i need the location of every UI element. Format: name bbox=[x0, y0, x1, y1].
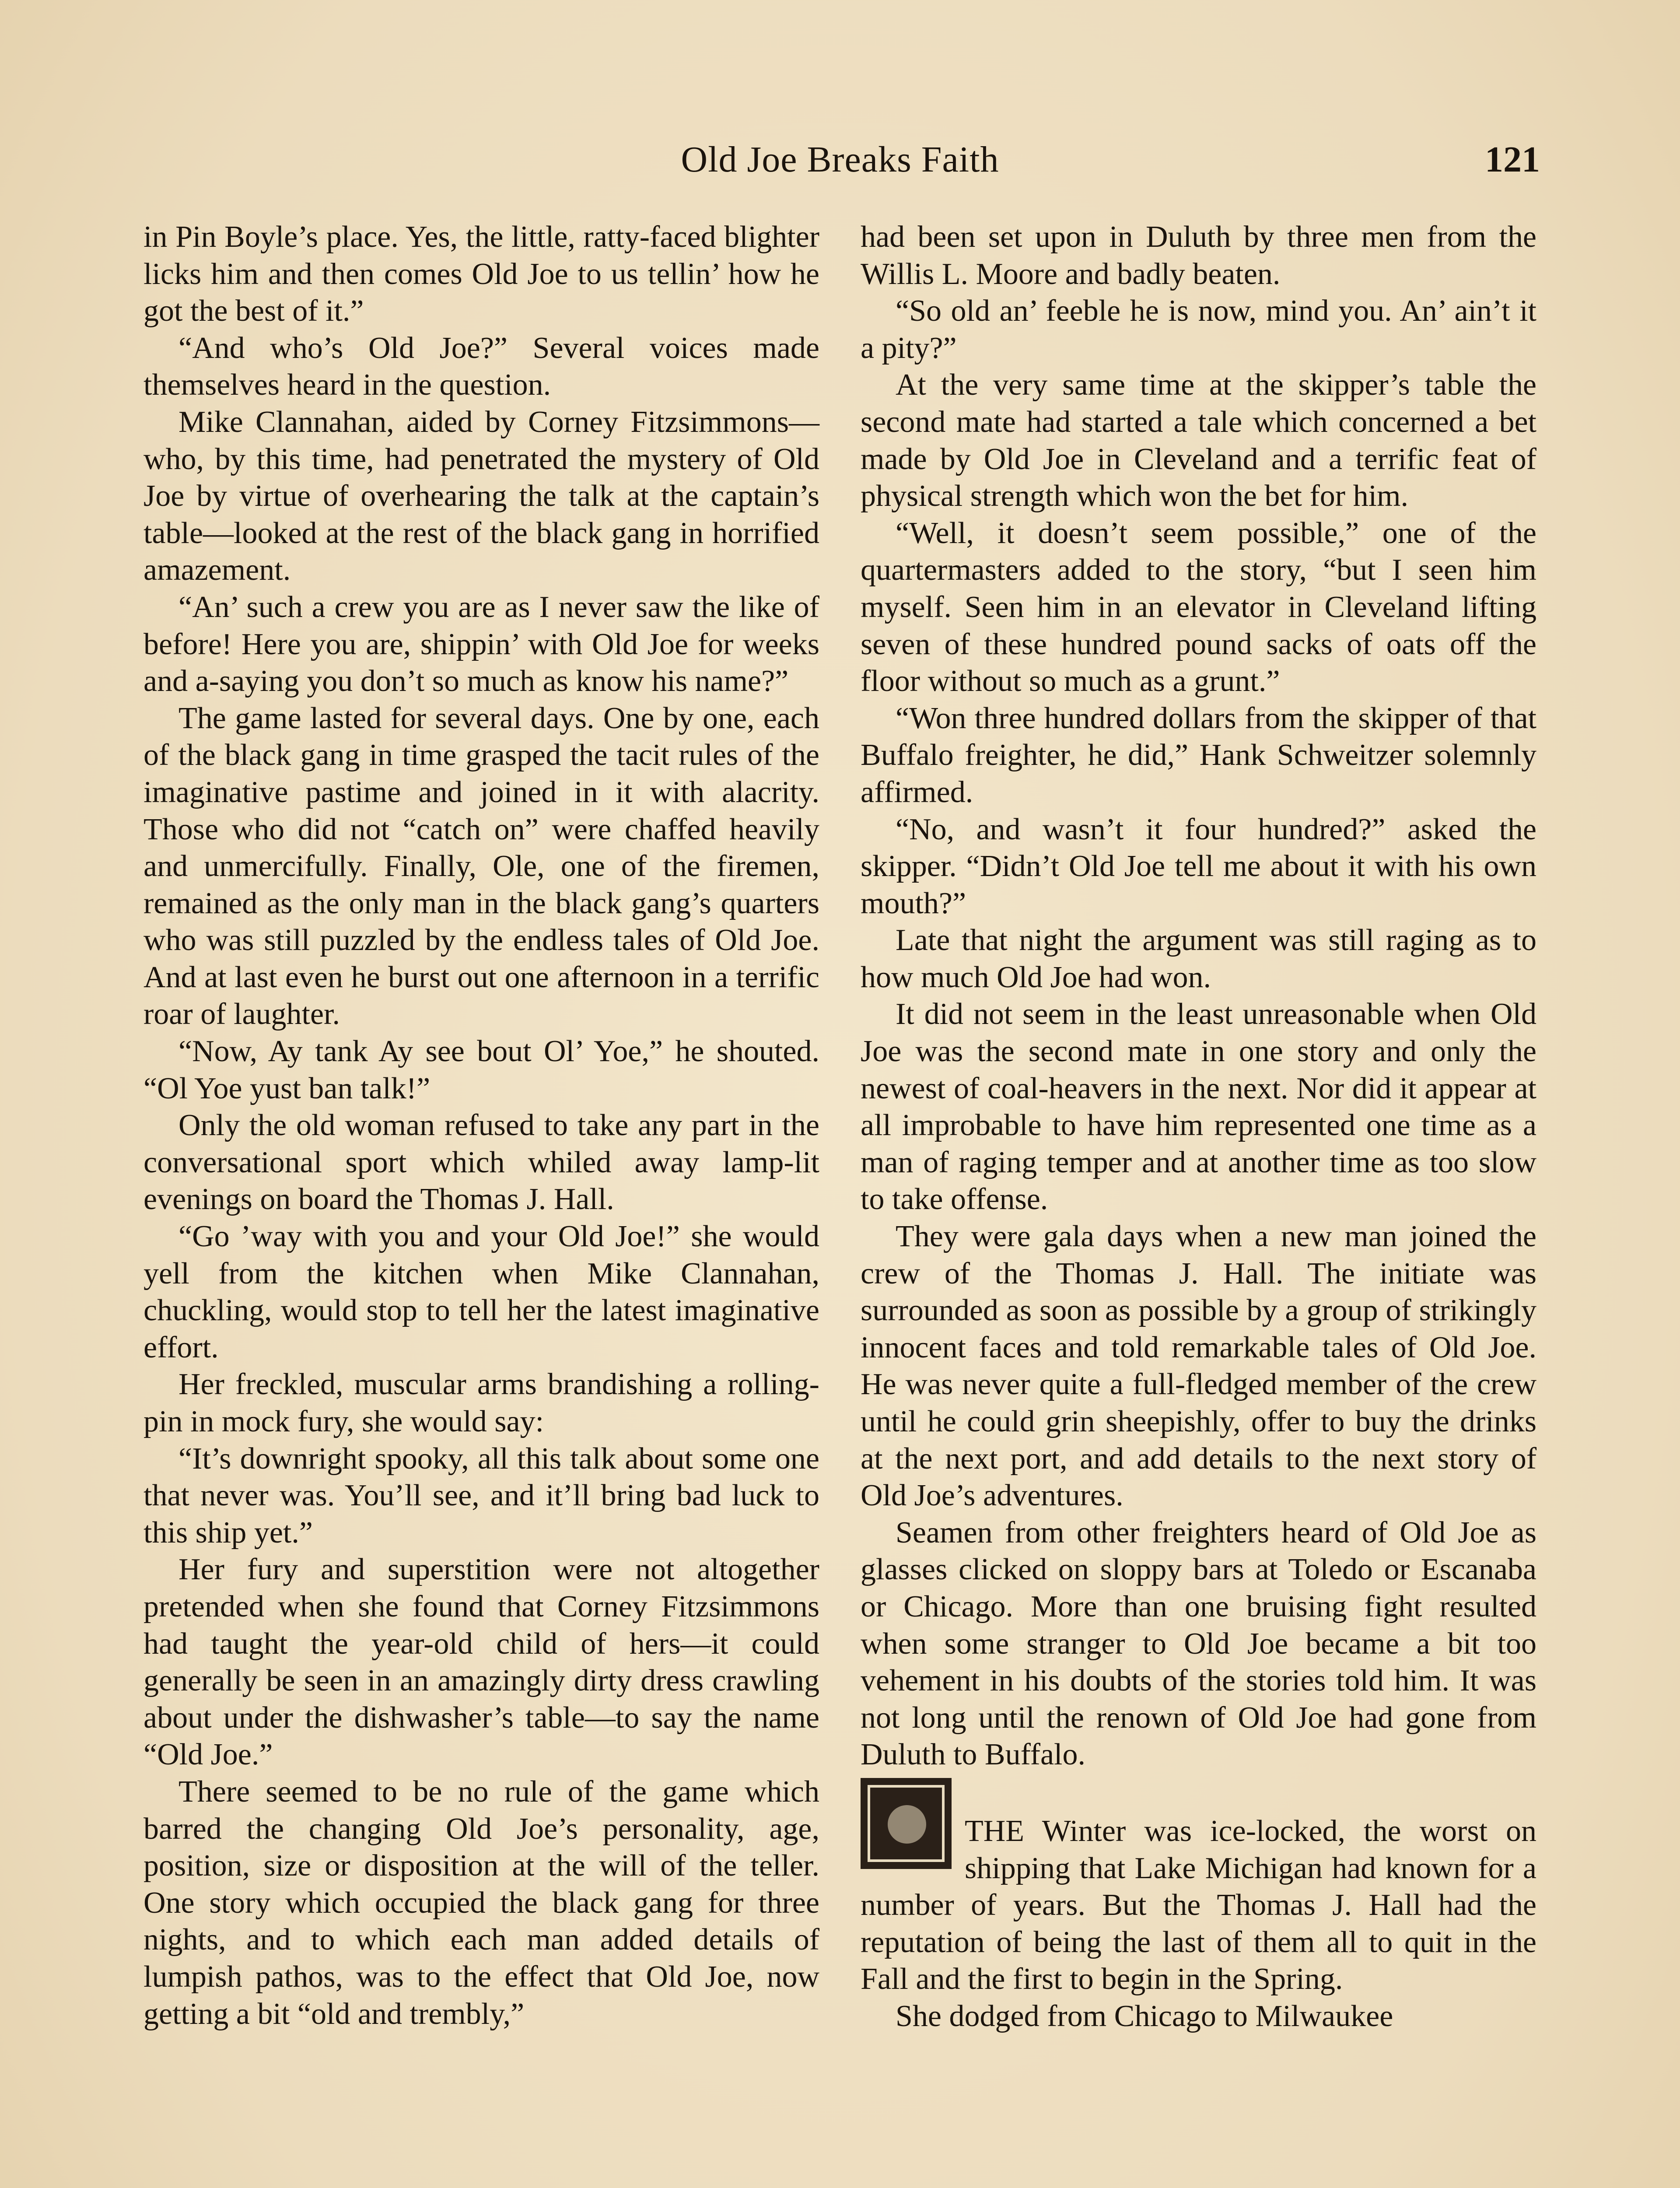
running-title: Old Joe Breaks Faith bbox=[681, 139, 999, 180]
page-header bbox=[140, 131, 1540, 188]
paragraph: had been set upon in Duluth by three men from the Willis L. Moore and badly beaten. bbox=[861, 220, 1536, 291]
left-column bbox=[144, 219, 819, 2033]
paragraph: “No, and wasn’t it four hundred?” asked the skipper. “Didn’t Old Joe tell me about it with his own mouth?” bbox=[861, 812, 1536, 920]
paragraph: They were gala days when a new man joined the crew of the Thomas J. Hall. The initiate was surrounded as soon as possible by a group of strikingly innocent faces and told remarkable tales of Old Joe. He was never quite a full-fledged member of the crew until he could grin sheepishly, offer to buy the drinks at the next port, and add details to the next story of Old Joe’s adventures. bbox=[861, 1220, 1536, 1513]
paragraph: “It’s downright spooky, all this talk about some one that never was. You’ll see, and it’ll bring bad luck to this ship yet.” bbox=[144, 1441, 819, 1550]
paragraph: She dodged from Chicago to Milwaukee bbox=[896, 1999, 1393, 2033]
paragraph: “And who’s Old Joe?” Several voices made themselves heard in the question. bbox=[144, 331, 819, 402]
paragraph: At the very same time at the skipper’s table the second mate had started a tale which concerned a bet made by Old Joe in Cleveland and a terrific feat of physical strength which won the bet for him. bbox=[861, 368, 1536, 513]
paragraph: It did not seem in the least unreasonable when Old Joe was the second mate in one story and only the newest of coal-heavers in the next. Nor did it appear at all improbable to have him represented one time as a man of raging temper and at another time as too slow to take offense. bbox=[861, 997, 1536, 1217]
page-number: 121 bbox=[1485, 139, 1540, 180]
paragraph: Mike Clannahan, aided by Corney Fitzsimmons—who, by this time, had penetrated the mystery of Old Joe by virtue of overhearing the talk at the captain’s table—looked at the rest of the black gang in horrified amazement. bbox=[144, 405, 819, 587]
paragraph: Her freckled, muscular arms brandishing a rolling-pin in mock fury, she would say: bbox=[144, 1368, 819, 1438]
paragraph: “So old an’ feeble he is now, mind you. An’ ain’t it a pity?” bbox=[861, 294, 1536, 365]
paragraph: “Won three hundred dollars from the skipper of that Buffalo freighter, he did,” Hank Schweitzer solemnly affirmed. bbox=[861, 701, 1536, 809]
paragraph: Only the old woman refused to take any part in the conversational sport which whiled away lamp-lit evenings on board the Thomas J. Hall. bbox=[144, 1108, 819, 1217]
paragraph: “Well, it doesn’t seem possible,” one of the quartermasters added to the story, “but I seen him myself. Seen him in an elevator in Cleveland lifting seven of these hundred pound sacks of oats off the floor without so much as a grunt.” bbox=[861, 516, 1536, 698]
right-column bbox=[861, 219, 1536, 2035]
section-paragraph: THE Winter was ice-locked, the worst on shipping that Lake Michigan had known for a number of years. But the Thomas J. Hall had the reputation of being the last of them all to quit in the Fall and the first to begin in the Spring. bbox=[861, 1814, 1536, 1996]
paragraph: There seemed to be no rule of the game which barred the changing Old Joe’s personality, age, position, size or disposition at the will of the teller. One story which occupied the black gang for three nights, and to which each man added details of lumpish pathos, was to the effect that Old Joe, now getting a bit “old and trembly,” bbox=[144, 1774, 819, 2031]
paragraph: “Go ’way with you and your Old Joe!” she would yell from the kitchen when Mike Clannahan, chuckling, would stop to tell her the latest imaginative effort. bbox=[144, 1220, 819, 1364]
paragraph: The game lasted for several days. One by one, each of the black gang in time grasped the tacit rules of the imaginative pastime and joined in it with alacrity. Those who did not “catch on” were chaffed heavily and unmercifully. Finally, Ole, one of the firemen, remained as the only man in the black gang’s quarters who was still puzzled by the endless tales of Old Joe. And at last even he burst out one afternoon in a terrific roar of laughter. bbox=[144, 701, 819, 1031]
paragraph: “Now, Ay tank Ay see bout Ol’ Yoe,” he shouted. “Ol Yoe yust ban talk!” bbox=[144, 1034, 819, 1105]
paragraph: “An’ such a crew you are as I never saw the like of before! Here you are, shippin’ with Old Joe for weeks and a-saying you don’t so much as know his name?” bbox=[144, 590, 819, 698]
drop-cap-ornament bbox=[861, 1778, 952, 1869]
paragraph: Her fury and superstition were not altogether pretended when she found that Corney Fitzsimmons had taught the year-old child of hers—it could generally be seen in an amazingly dirty dress crawling about under the dishwasher’s table—to say the name “Old Joe.” bbox=[144, 1553, 819, 1772]
paragraph: in Pin Boyle’s place. Yes, the little, ratty-faced blighter licks him and then comes Old Joe to us tellin’ how he got the best of it.” bbox=[144, 220, 819, 328]
paragraph: Seamen from other freighters heard of Old Joe as glasses clicked on sloppy bars at Toledo or Escanaba or Chicago. More than one bruising fight resulted when some stranger to Old Joe became a bit too vehement in his doubts of the stories told him. It was not long until the renown of Old Joe had gone from Duluth to Buffalo. bbox=[861, 1515, 1536, 1772]
paragraph: Late that night the argument was still raging as to how much Old Joe had won. bbox=[861, 923, 1536, 994]
